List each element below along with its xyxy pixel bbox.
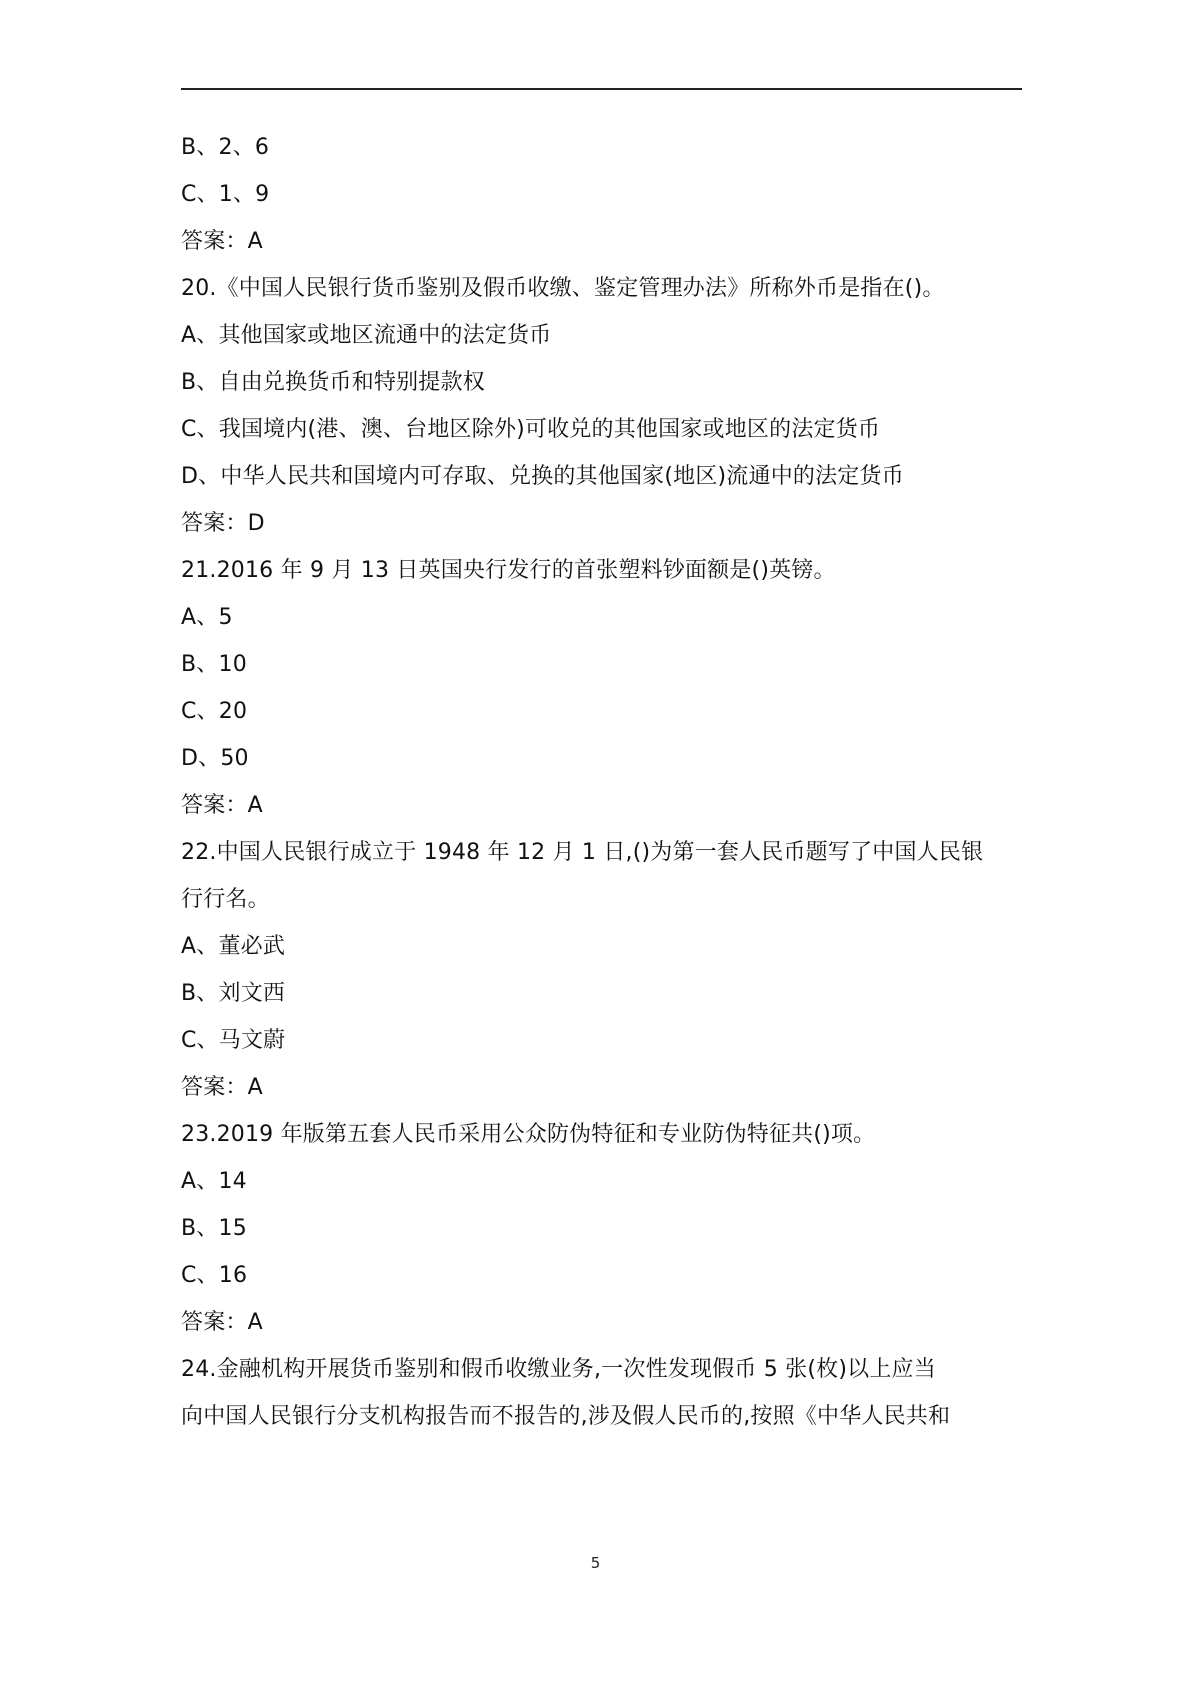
- answer-line: 答案：D: [181, 511, 265, 536]
- option-line: B、15: [181, 1216, 247, 1241]
- option-line: A、其他国家或地区流通中的法定货币: [181, 323, 552, 348]
- question-line: 22.中国人民银行成立于 1948 年 12 月 1 日,()为第一套人民币题写了中国人民银: [181, 840, 984, 865]
- option-line: D、50: [181, 746, 249, 771]
- answer-line: 答案：A: [181, 229, 263, 254]
- option-line: D、中华人民共和国境内可存取、兑换的其他国家(地区)流通中的法定货币: [181, 464, 904, 489]
- option-line: A、董必武: [181, 934, 286, 959]
- option-line: C、我国境内(港、澳、台地区除外)可收兑的其他国家或地区的法定货币: [181, 417, 881, 442]
- header-rule: [181, 88, 1022, 90]
- answer-line: 答案：A: [181, 1075, 263, 1100]
- answer-line: 答案：A: [181, 1310, 263, 1335]
- option-line: C、马文蔚: [181, 1028, 286, 1053]
- option-line: B、自由兑换货币和特别提款权: [181, 370, 485, 395]
- option-line: C、20: [181, 699, 248, 724]
- question-line: 24.金融机构开展货币鉴别和假币收缴业务,一次性发现假币 5 张(枚)以上应当: [181, 1357, 936, 1382]
- option-line: B、10: [181, 652, 247, 677]
- question-line: 23.2019 年版第五套人民币采用公众防伪特征和专业防伪特征共()项。: [181, 1122, 876, 1147]
- question-line: 21.2016 年 9 月 13 日英国央行发行的首张塑料钞面额是()英镑。: [181, 558, 836, 583]
- page-number: 5: [590, 1554, 601, 1572]
- question-line-continued: 向中国人民银行分支机构报告而不报告的,涉及假人民币的,按照《中华人民共和: [181, 1404, 951, 1429]
- option-line: C、1、9: [181, 182, 270, 207]
- question-line: 20.《中国人民银行货币鉴别及假币收缴、鉴定管理办法》所称外币是指在()。: [181, 276, 945, 301]
- option-line: C、16: [181, 1263, 248, 1288]
- document-body: [181, 124, 1022, 1440]
- option-line: A、5: [181, 605, 233, 630]
- question-line-continued: 行行名。: [181, 887, 270, 912]
- answer-line: 答案：A: [181, 793, 263, 818]
- option-line: B、2、6: [181, 135, 270, 160]
- option-line: B、刘文西: [181, 981, 286, 1006]
- option-line: A、14: [181, 1169, 247, 1194]
